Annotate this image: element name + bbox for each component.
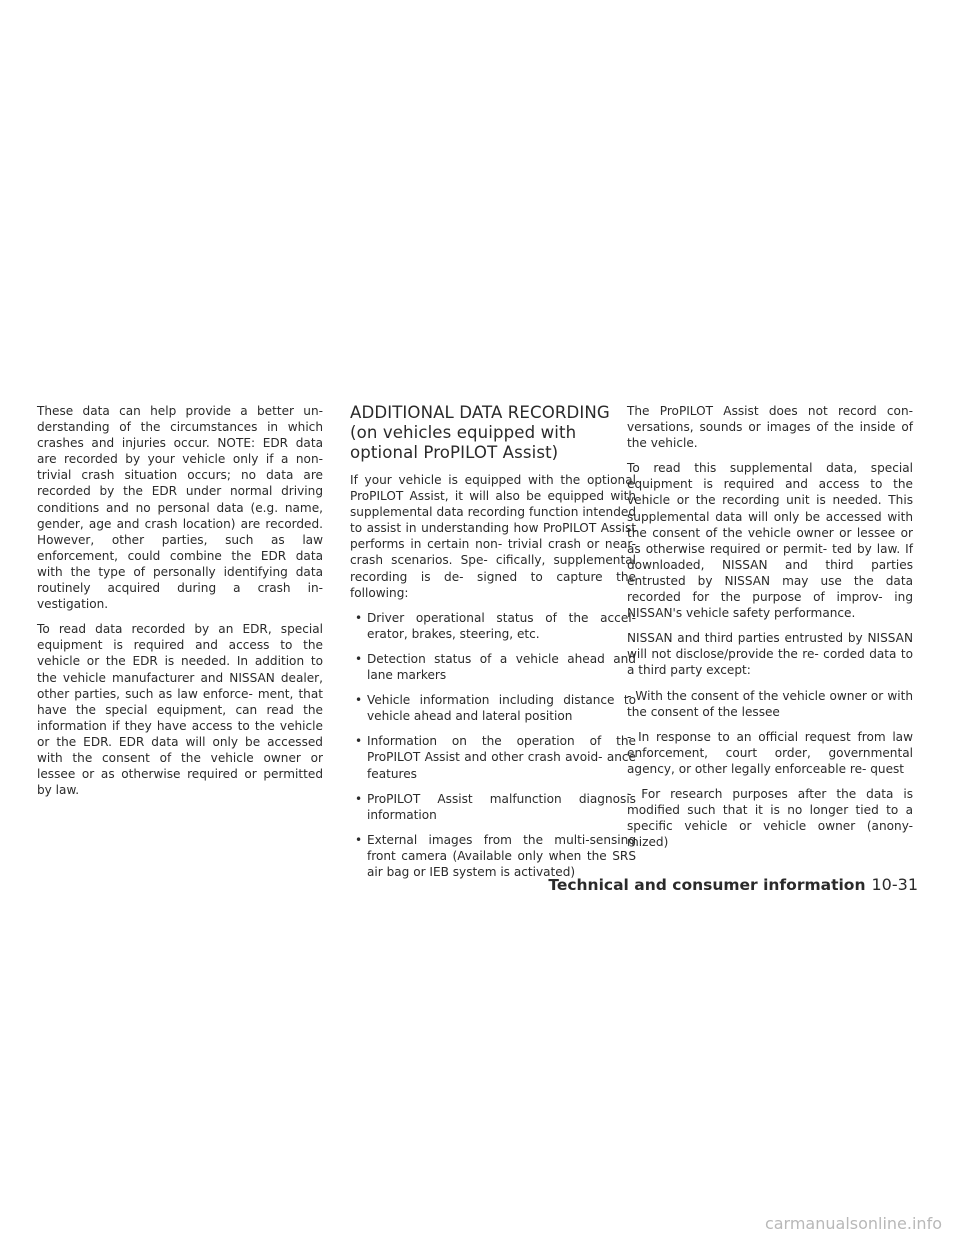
list-item bbox=[350, 651, 636, 683]
bullet-icon: • bbox=[355, 734, 363, 749]
list-item bbox=[350, 610, 636, 642]
list-item bbox=[350, 733, 636, 781]
paragraph: If your vehicle is equipped with the optional ProPILOT Assist, it will also be equipped with supplemental data recording function intended to assist in understanding how ProPILOT Assist performs in certain non- trivial crash or near-crash scenarios. Spe- cifically, supplemental recording is de- signed to capture the following: bbox=[350, 473, 636, 600]
list-item bbox=[350, 832, 636, 880]
paragraph: - In response to an official request from law enforcement, court order, governmental agency, or other legally enforceable re- quest bbox=[627, 729, 913, 776]
text-column-left bbox=[37, 403, 323, 807]
paragraph: - With the consent of the vehicle owner or with the consent of the lessee bbox=[627, 688, 913, 719]
page-number: 10-31 bbox=[871, 875, 918, 894]
paragraph: To read this supplemental data, special equipment is required and access to the vehicle or the recording unit is needed. This supplemental data will only be accessed with the consent of the vehicle owner or lessee or as otherwise required or permit- ted by law. If downloaded, NISSAN and third parties entrusted by NISSAN may use the data recorded for the purpose of improv- ing NISSAN's vehicle safety performance. bbox=[627, 461, 913, 621]
bullet-list bbox=[350, 610, 636, 880]
bullet-icon: • bbox=[355, 693, 363, 708]
bullet-icon: • bbox=[355, 651, 363, 666]
section-heading: ADDITIONAL DATA RECORDING (on vehicles equipped with optional ProPILOT Assist) bbox=[350, 403, 610, 462]
text-column-right bbox=[627, 403, 913, 859]
text-column-middle bbox=[350, 403, 636, 889]
paragraph: These data can help provide a better un- derstanding of the circumstances in which crashes and injuries occur. NOTE: EDR data are recorded by your vehicle only if a non- trivial crash situation occurs; no data are recorded by the EDR under normal driving conditions and no personal data (e.g. name, gender, age and crash location) are recorded. However, other parties, such as law enforcement, could combine the EDR data with the type of personally identifying data routinely acquired during a crash in- vestigation. bbox=[37, 404, 323, 612]
paragraph: - For research purposes after the data is modified such that it is no longer tied to a specific vehicle or vehicle owner (anony- mized) bbox=[627, 786, 913, 850]
paragraph: The ProPILOT Assist does not record con- versations, sounds or images of the inside of the vehicle. bbox=[627, 404, 913, 451]
bullet-icon: • bbox=[355, 610, 363, 625]
list-item-text: Information on the operation of the ProPILOT Assist and other crash avoid- ance features bbox=[367, 734, 636, 781]
footer-section-name: Technical and consumer information bbox=[548, 876, 866, 894]
paragraph: NISSAN and third parties entrusted by NISSAN will not disclose/provide the re- corded data to a third party except: bbox=[627, 631, 913, 678]
list-item-text: Detection status of a vehicle ahead and lane markers bbox=[367, 651, 636, 683]
page-footer bbox=[0, 875, 918, 894]
list-item bbox=[350, 791, 636, 823]
bullet-icon: • bbox=[355, 791, 363, 806]
watermark: carmanualsonline.info bbox=[764, 1214, 942, 1233]
paragraph: To read data recorded by an EDR, special equipment is required and access to the vehicle or the EDR is needed. In addition to the vehicle manufacturer and NISSAN dealer, other parties, such as law enforce- ment, that have the special equipment, can read the information if they have access to the vehicle or the EDR. EDR data will only be accessed with the consent of the vehicle owner or lessee or as otherwise required or permitted by law. bbox=[37, 622, 323, 798]
list-item-text: Vehicle information including distance to vehicle ahead and lateral position bbox=[367, 693, 636, 724]
bullet-icon: • bbox=[355, 832, 363, 847]
list-item bbox=[350, 692, 636, 724]
list-item-text: External images from the multi-sensing front camera (Available only when the SRS air bag or IEB system is activated) bbox=[367, 832, 636, 879]
list-item-text: Driver operational status of the accel- erator, brakes, steering, etc. bbox=[367, 610, 636, 641]
list-item-text: ProPILOT Assist malfunction diagnosis information bbox=[367, 791, 636, 822]
